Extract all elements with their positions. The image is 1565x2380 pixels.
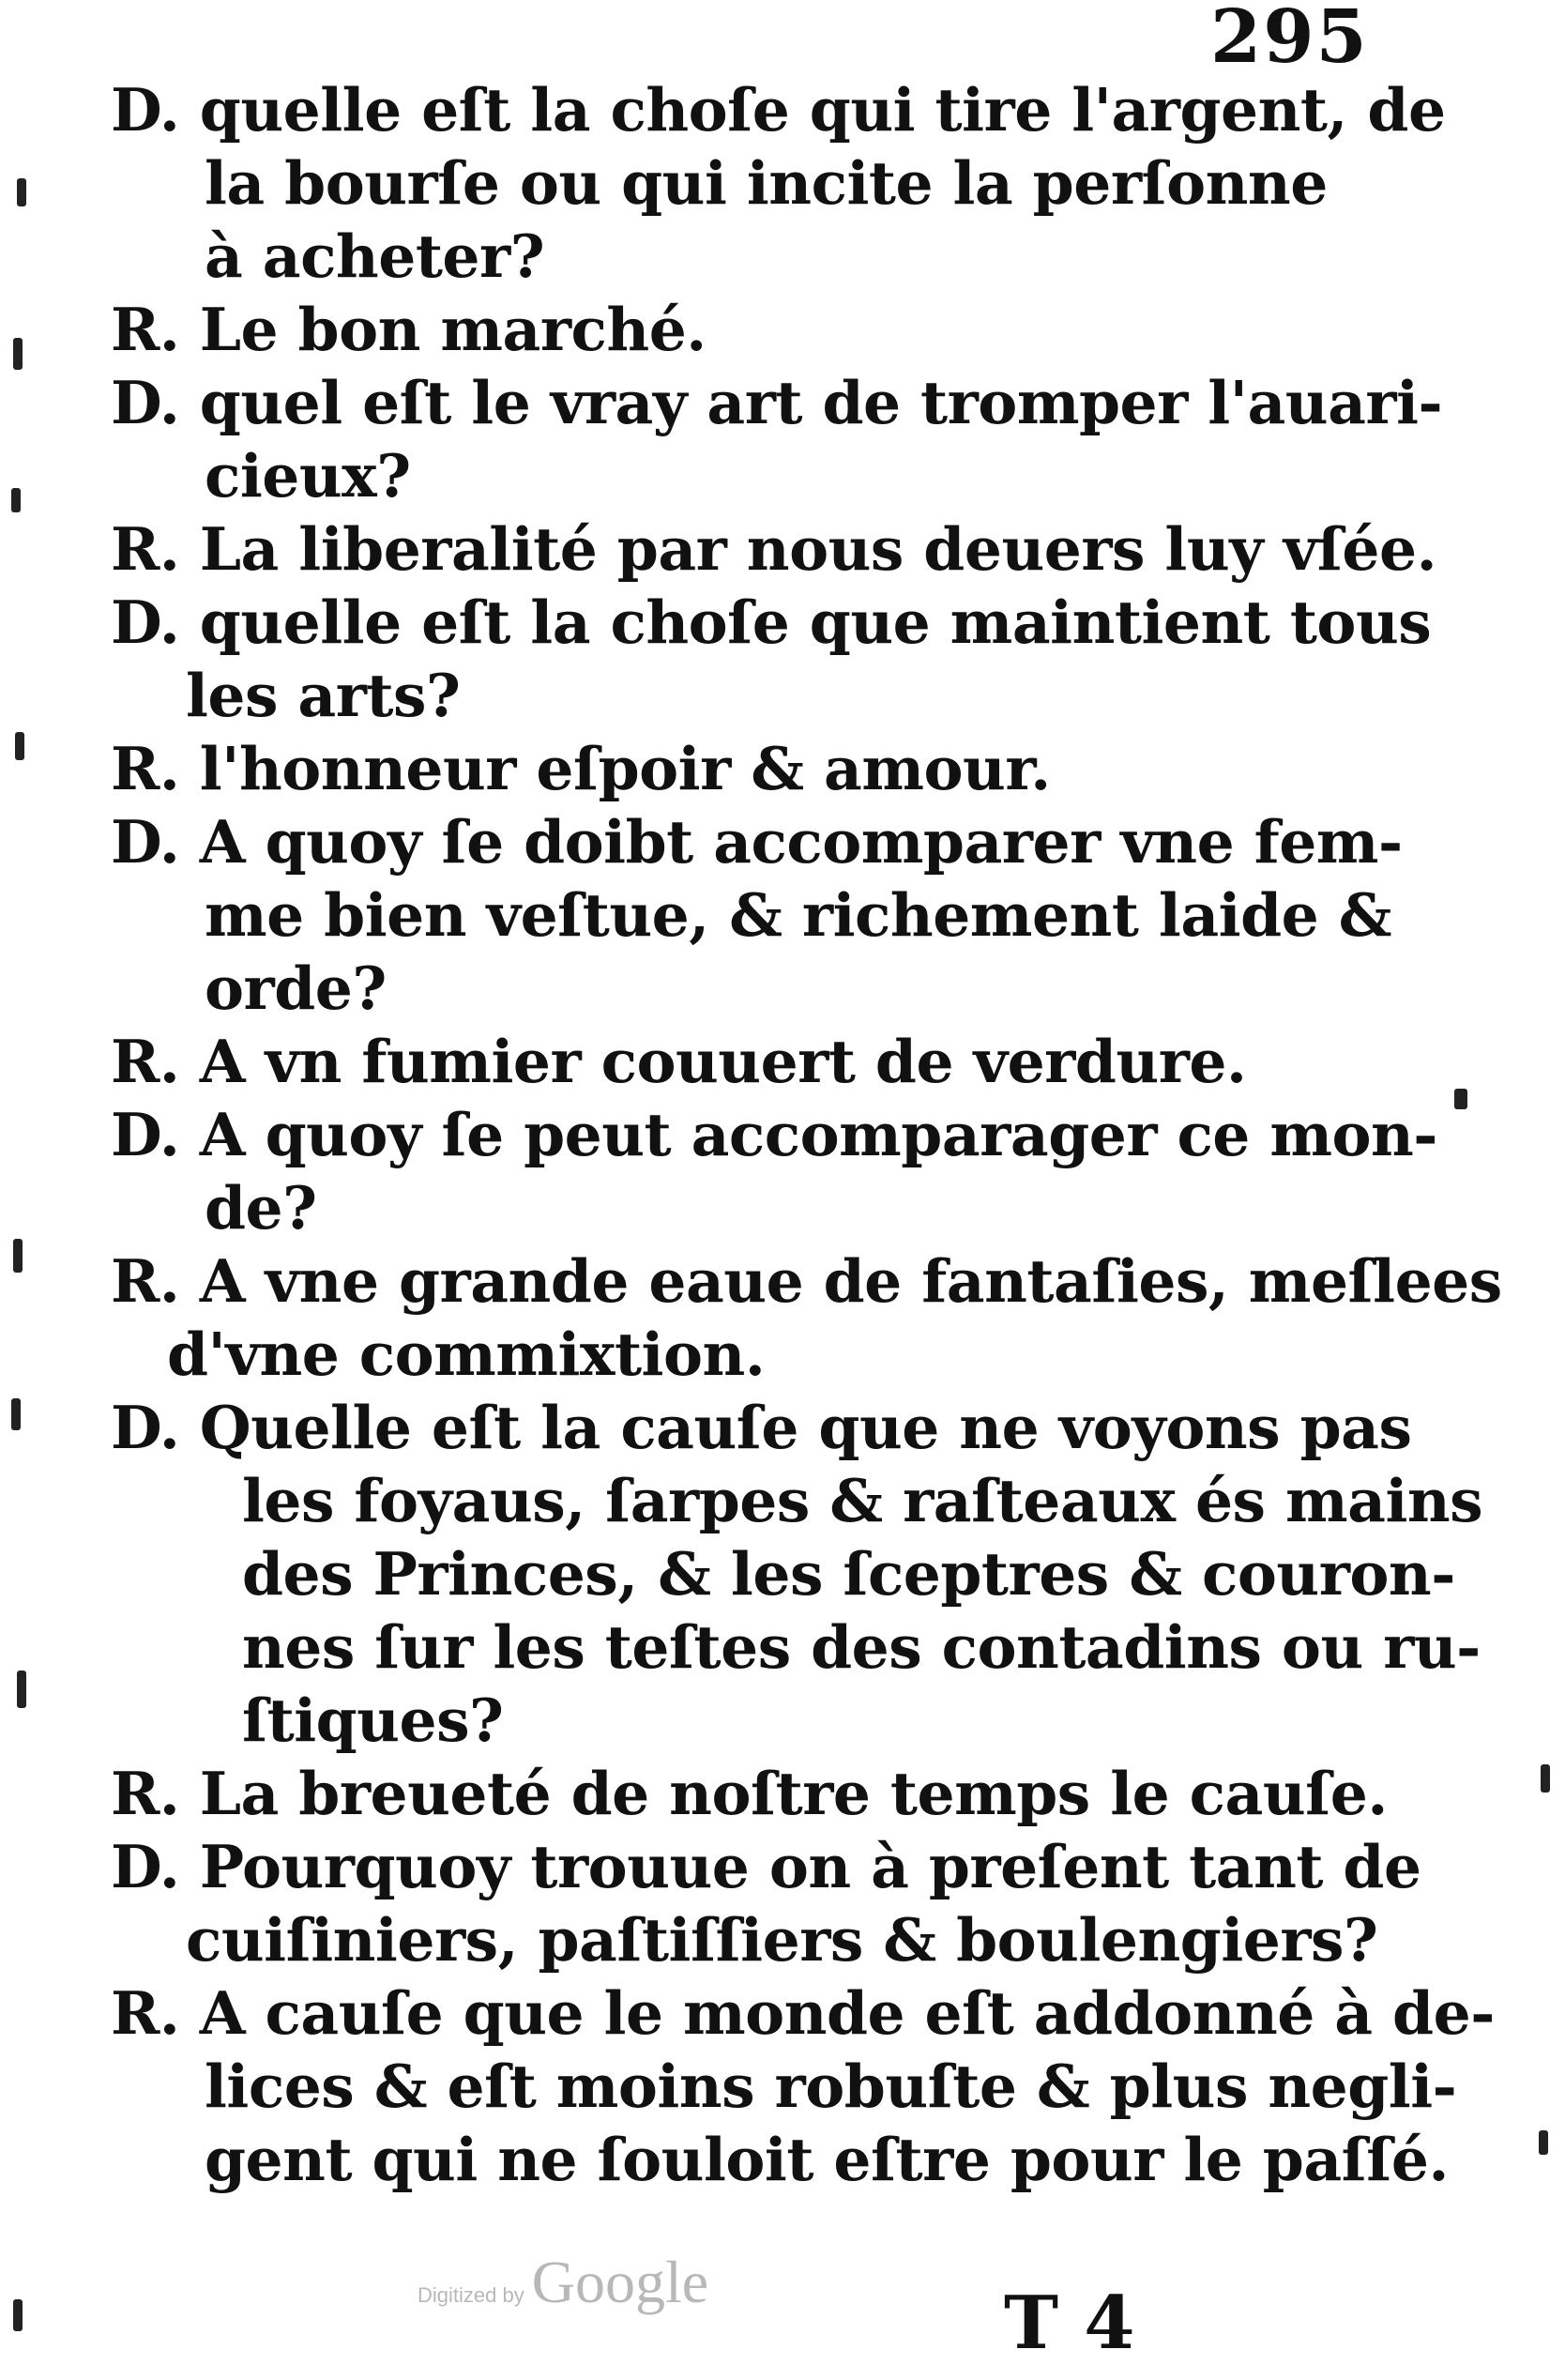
text-line xyxy=(111,659,1359,732)
text-line xyxy=(111,1757,1388,1830)
text-line xyxy=(111,1830,1421,1903)
line-text: A cauſe que le monde eſt addonné à de- xyxy=(199,1978,1495,2048)
answer-marker: R. xyxy=(111,514,180,584)
line-text: Le bon marché. xyxy=(199,295,707,364)
line-text: Quelle eſt la cauſe que ne voyons pas xyxy=(199,1393,1412,1462)
scan-artifact xyxy=(15,732,24,760)
answer-marker: R. xyxy=(111,734,180,803)
line-text: quel eſt le vray art de tromper l'auari- xyxy=(199,368,1443,437)
question-marker: D. xyxy=(111,1832,180,1901)
text-line xyxy=(111,1464,1483,1537)
line-text: gent qui ne ſouloit eſtre pour le paſſé. xyxy=(205,2125,1449,2194)
question-marker: D. xyxy=(111,587,180,657)
line-text: cieux? xyxy=(205,441,411,511)
scan-artifact xyxy=(1541,1764,1550,1793)
question-marker: D. xyxy=(111,75,180,145)
text-line xyxy=(111,73,1446,146)
text-line xyxy=(111,1537,1455,1610)
text-line xyxy=(111,1684,1359,1757)
line-text: des Princes, & les ſceptres & couron- xyxy=(242,1539,1455,1609)
line-text: quelle eſt la choſe que maintient tous xyxy=(199,587,1432,657)
text-line xyxy=(111,1025,1359,1098)
line-text: Pourquoy trouue on à preſent tant de xyxy=(199,1832,1421,1901)
text-line xyxy=(111,512,1436,586)
text-line xyxy=(111,439,1359,512)
text-line xyxy=(111,1318,1359,1391)
text-line xyxy=(111,878,1392,952)
text-line xyxy=(111,1610,1481,1684)
line-text: La breueté de noſtre temps le cauſe. xyxy=(199,1759,1388,1828)
scan-artifact xyxy=(1539,2130,1548,2155)
text-line xyxy=(111,586,1432,659)
text-line xyxy=(111,293,1359,366)
line-text: d'vne commixtion. xyxy=(167,1320,766,1389)
scan-artifact xyxy=(13,2299,23,2331)
text-line xyxy=(111,1098,1437,1171)
dialogue-text xyxy=(111,73,1502,2196)
google-logo: Google xyxy=(531,2249,709,2315)
answer-marker: R. xyxy=(111,295,180,364)
text-line xyxy=(111,1903,1378,1976)
line-text: A vn fumier couuert de verdure. xyxy=(199,1027,1247,1096)
scan-artifact xyxy=(11,1398,21,1430)
text-line xyxy=(111,220,1359,293)
scan-artifact xyxy=(17,178,26,206)
question-marker: D. xyxy=(111,807,180,877)
text-line xyxy=(111,2123,1449,2196)
line-text: A quoy ſe doibt accomparer vne fem- xyxy=(199,807,1403,877)
line-text: A quoy ſe peut accomparager ce mon- xyxy=(199,1100,1437,1169)
scan-artifact xyxy=(17,1671,26,1708)
scan-artifact xyxy=(13,1239,23,1273)
answer-marker: R. xyxy=(111,1978,180,2048)
line-text: à acheter? xyxy=(205,221,545,291)
text-line xyxy=(111,146,1359,220)
line-text: les foyaus, ſarpes & raſteaux és mains xyxy=(242,1466,1483,1535)
text-line xyxy=(111,805,1403,878)
scan-artifact xyxy=(13,338,23,370)
line-text: lices & eſt moins robuſte & plus negli- xyxy=(205,2052,1457,2121)
question-marker: D. xyxy=(111,368,180,437)
answer-marker: R. xyxy=(111,1246,180,1316)
scan-artifact xyxy=(1454,1089,1467,1109)
answer-marker: R. xyxy=(111,1027,180,1096)
line-text: de? xyxy=(205,1173,317,1243)
line-text: La liberalité par nous deuers luy vſée. xyxy=(199,514,1436,584)
line-text: l'honneur eſpoir & amour. xyxy=(199,734,1051,803)
scan-artifact xyxy=(11,488,21,512)
line-text: A vne grande eaue de fantaſies, meſlees xyxy=(199,1246,1502,1316)
line-text: la bourſe ou qui incite la perſonne xyxy=(205,148,1328,218)
text-line xyxy=(111,1244,1502,1318)
line-text: me bien veſtue, & richement laide & xyxy=(205,880,1392,950)
signature-mark: T 4 xyxy=(1004,2281,1135,2366)
digitized-prefix: Digitized by xyxy=(418,2283,524,2307)
page-number: 295 xyxy=(1210,0,1369,80)
line-text: orde? xyxy=(205,954,387,1023)
digitized-watermark xyxy=(418,2248,708,2317)
text-line xyxy=(111,732,1359,805)
line-text: nes ſur les teſtes des contadins ou ru- xyxy=(242,1612,1481,1682)
line-text: ſtiques? xyxy=(242,1686,504,1755)
text-line xyxy=(111,1171,1359,1244)
text-line xyxy=(111,366,1443,439)
text-line xyxy=(111,2050,1457,2123)
line-text: cuiſiniers, paſtiſſiers & boulengiers? xyxy=(186,1905,1378,1975)
line-text: les arts? xyxy=(186,661,461,730)
line-text: quelle eſt la choſe qui tire l'argent, de xyxy=(199,75,1446,145)
text-line xyxy=(111,1391,1412,1464)
text-line xyxy=(111,952,1359,1025)
text-line xyxy=(111,1976,1495,2050)
question-marker: D. xyxy=(111,1393,180,1462)
answer-marker: R. xyxy=(111,1759,180,1828)
question-marker: D. xyxy=(111,1100,180,1169)
